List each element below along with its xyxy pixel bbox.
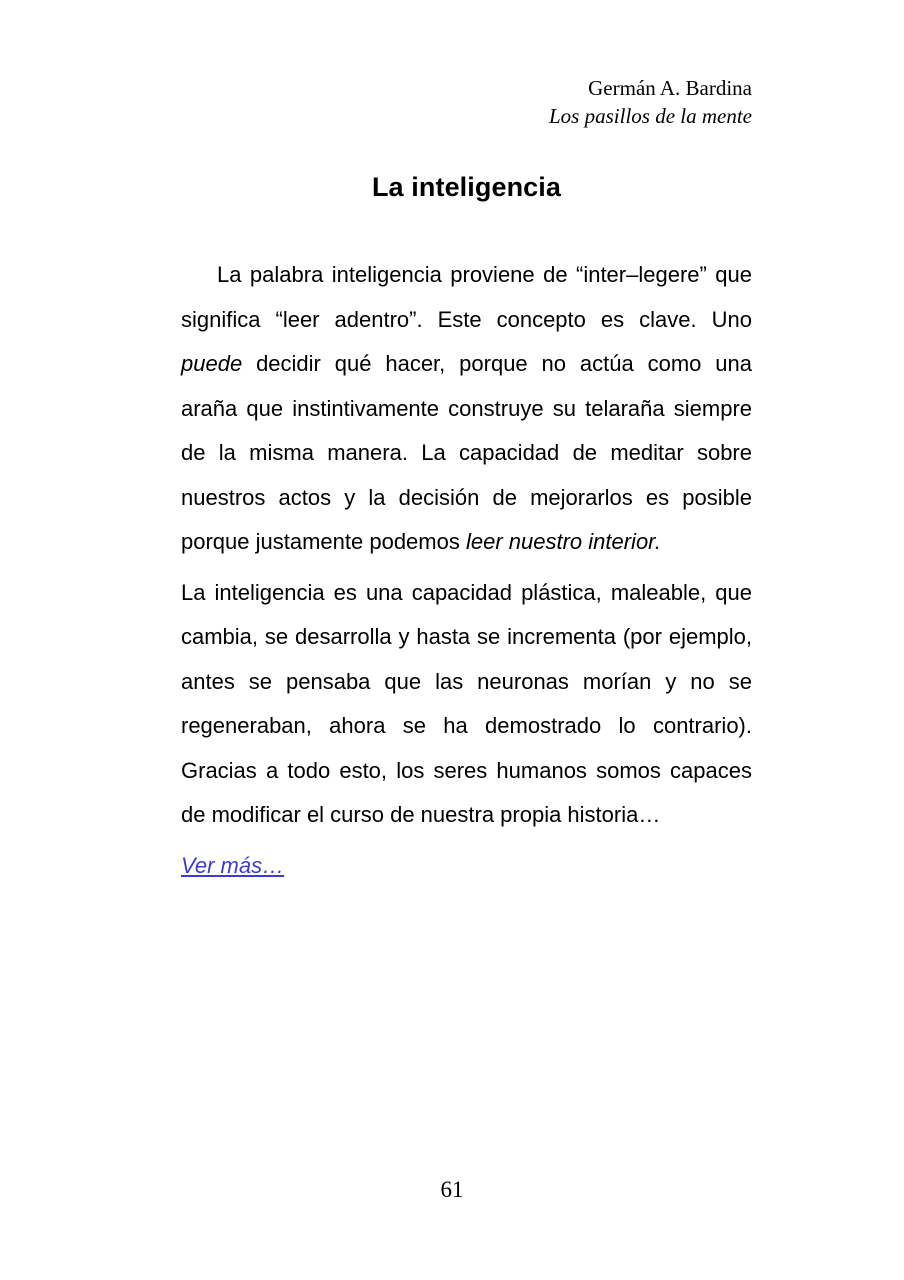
page-number: 61 — [440, 1177, 464, 1202]
paragraph-1 — [181, 253, 752, 565]
header-author: Germán A. Bardina — [588, 76, 752, 100]
paragraph-1-run-3: decidir qué hacer, porque no actúa como una araña que instintivamente construye su telaraña siempre de la misma manera. La capacidad de meditar sobre nuestros actos y la decisión de mejorarlos es posible porque justamente podemos — [181, 351, 752, 554]
paragraph-2-run-1: La inteligencia es una capacidad plástica, maleable, que cambia, se desarrolla y hasta se incrementa (por ejemplo, antes se pensaba que las neuronas morían y no se regeneraban, ahora se ha demostrado lo contrario). Gracias a todo esto, los seres humanos somos capaces de modificar el curso de nuestra propia historia… — [181, 579, 752, 827]
body-text-column — [181, 253, 752, 894]
paragraph-1-run-1: La palabra inteligencia proviene de “inter–legere” que significa “leer adentro”. Este concepto es clave. Uno — [181, 262, 752, 332]
paragraph-2 — [181, 571, 752, 838]
running-header — [181, 74, 752, 130]
page-title: La inteligencia — [371, 172, 562, 203]
read-more-line — [181, 844, 752, 889]
paragraph-1-run-4-emphasis: leer nuestro interior. — [465, 529, 661, 554]
read-more-link[interactable]: Ver más… — [181, 852, 285, 878]
header-book-title: Los pasillos de la mente — [549, 104, 752, 128]
paragraph-1-run-2-emphasis: puede — [181, 351, 243, 376]
